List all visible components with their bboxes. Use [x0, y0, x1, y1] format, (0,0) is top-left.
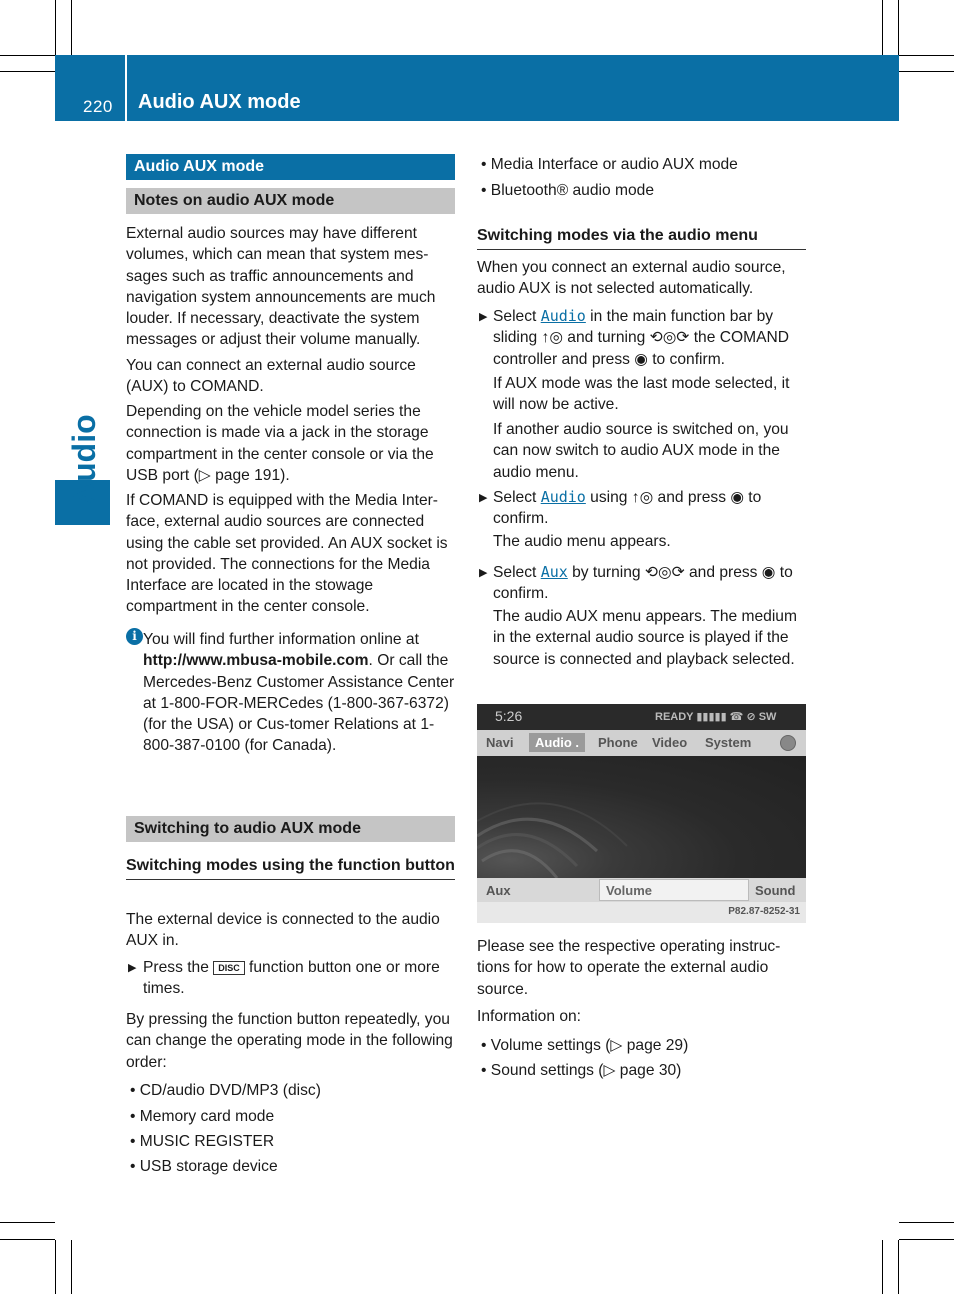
aux-menu-item: Aux	[540, 563, 568, 581]
figure-reference: P82.87-8252-31	[728, 906, 800, 917]
list-item: • Bluetooth® audio mode	[481, 182, 655, 199]
step-note: If AUX mode was the last mode selected, it will now be active.	[493, 375, 790, 414]
crop-mark	[899, 55, 954, 56]
crop-mark	[899, 1222, 954, 1223]
step-arrow-icon: ▶	[479, 311, 488, 323]
crop-mark	[0, 1239, 55, 1240]
screen-caption	[477, 902, 806, 923]
crop-mark	[898, 1240, 899, 1294]
crop-mark	[0, 55, 55, 56]
info-note	[143, 629, 457, 757]
crop-mark	[0, 71, 55, 72]
page-title: Audio AUX mode	[138, 91, 301, 113]
function-button-heading: Switching modes using the function button	[126, 855, 455, 880]
step-arrow-icon: ▶	[479, 567, 488, 579]
screen-time: 5:26	[495, 708, 523, 724]
info-icon: i	[126, 628, 143, 645]
crop-mark	[55, 1240, 56, 1294]
crop-mark	[882, 1240, 883, 1294]
page-number: 220	[83, 97, 113, 116]
step-note: The audio menu appears.	[493, 533, 671, 550]
notes-paragraph-4: If COMAND is equipped with the Media Inter-face, external audio sources are connected using the cable set provided. An AUX socket is not provided. The connections for the Media Interface are located in the stowage compartment in the center console.	[126, 492, 448, 616]
notes-paragraph-3: Depending on the vehicle model series the connection is made via a jack in the storage compartment in the center console or via the USB port (▷ page 191).	[126, 403, 434, 484]
header-divider	[125, 55, 127, 121]
screen-menu-phone: Phone	[598, 735, 638, 750]
step-note: If another audio source is switched on, you can now switch to audio AUX mode in the audio menu.	[493, 421, 789, 481]
screen-menu-video: Video	[652, 735, 688, 750]
information-heading: Information on:	[477, 1008, 582, 1025]
audio-menu-heading: Switching modes via the audio menu	[477, 225, 806, 250]
crop-mark	[882, 0, 883, 55]
screen-status: READY ▮▮▮▮▮ ☎ ⊘ SW	[655, 711, 777, 723]
press-disc-step	[143, 957, 457, 1000]
press-rest-text: function button one or more times.	[143, 959, 440, 998]
list-item: • USB storage device	[130, 1158, 278, 1175]
instructions-paragraph: Please see the respective operating instruc-tions for how to operate the external audio source.	[477, 938, 781, 998]
list-item: • Memory card mode	[130, 1108, 275, 1125]
audio-menu-item: Audio	[540, 307, 586, 325]
screen-menu-system: System	[705, 735, 752, 750]
audio-menu-paragraph: When you connect an external audio source, audio AUX is not selected automatically.	[477, 259, 786, 298]
screen-status-bar	[477, 704, 806, 730]
step-arrow-icon: ▶	[479, 492, 488, 504]
list-item: • Volume settings (▷ page 29)	[481, 1037, 689, 1054]
screen-bottom-volume: Volume	[606, 883, 652, 898]
step-note: The audio AUX menu appears. The medium in the external audio source is played if the source is connected and playback selected.	[493, 608, 797, 668]
notes-paragraph-2: You can connect an external audio source (AUX) to COMAND.	[126, 357, 416, 396]
crop-mark	[71, 1240, 72, 1294]
press-text: Press the	[143, 959, 214, 976]
list-item: • Sound settings (▷ page 30)	[481, 1062, 682, 1079]
comand-screen-image	[477, 704, 806, 923]
crop-mark	[0, 1222, 55, 1223]
screen-main-area	[477, 756, 806, 878]
settings-icon	[780, 735, 796, 751]
crop-mark	[71, 0, 72, 55]
connected-paragraph: The external device is connected to the audio AUX in.	[126, 911, 440, 950]
notes-paragraph-1: External audio sources may have different volumes, which can mean that system mes-sages such as traffic announcements and navigation system announcements are much louder. If necessary, deactivate the system messages or adjust their volume manually.	[126, 225, 436, 349]
switching-title: Switching to audio AUX mode	[126, 816, 455, 842]
step-select-audio-2: Select Audio using ↑◎ and press ◉ to confirm.	[493, 488, 762, 528]
notes-title: Notes on audio AUX mode	[126, 188, 455, 214]
screen-bottom-aux: Aux	[486, 883, 511, 898]
step-select-audio: Select Audio in the main function bar by sliding ↑◎ and turning ⟲◎⟳ the COMAND controller and press ◉ to confirm.	[493, 307, 790, 368]
list-item: • Media Interface or audio AUX mode	[481, 156, 738, 173]
step-select-aux: Select Aux by turning ⟲◎⟳ and press ◉ to confirm.	[493, 563, 793, 603]
audio-menu-item: Audio	[540, 488, 586, 506]
crop-mark	[899, 1239, 954, 1240]
crop-mark	[899, 71, 954, 72]
crop-mark	[55, 0, 56, 55]
screen-menu-navi: Navi	[486, 735, 514, 750]
screen-menu-bar	[477, 730, 806, 756]
screen-bottom-sound: Sound	[755, 883, 796, 898]
disc-button-icon: DISC	[213, 961, 245, 975]
info-intro: You will find further information online at	[143, 631, 419, 648]
crop-mark	[898, 0, 899, 55]
list-item: • MUSIC REGISTER	[130, 1133, 275, 1150]
info-rest: . Or call the Mercedes-Benz Customer Assistance Center at 1-800-FOR-MERCedes (1-800-367-6372) (for the USA) or Cus-tomer Relations at 1-800-387-0100 (for Canada).	[143, 652, 455, 755]
aux-swirl-graphic	[477, 756, 806, 878]
order-paragraph: By pressing the function button repeatedly, you can change the operating mode in the following order:	[126, 1011, 453, 1071]
screen-menu-audio: Audio .	[529, 733, 585, 752]
side-tab-label: Audio	[66, 414, 102, 505]
step-arrow-icon: ▶	[128, 962, 137, 974]
section-title: Audio AUX mode	[126, 154, 455, 180]
info-url-link[interactable]: http://www.mbusa-mobile.com	[143, 652, 369, 670]
screen-bottom-bar	[477, 878, 806, 902]
list-item: • CD/audio DVD/MP3 (disc)	[130, 1082, 321, 1099]
